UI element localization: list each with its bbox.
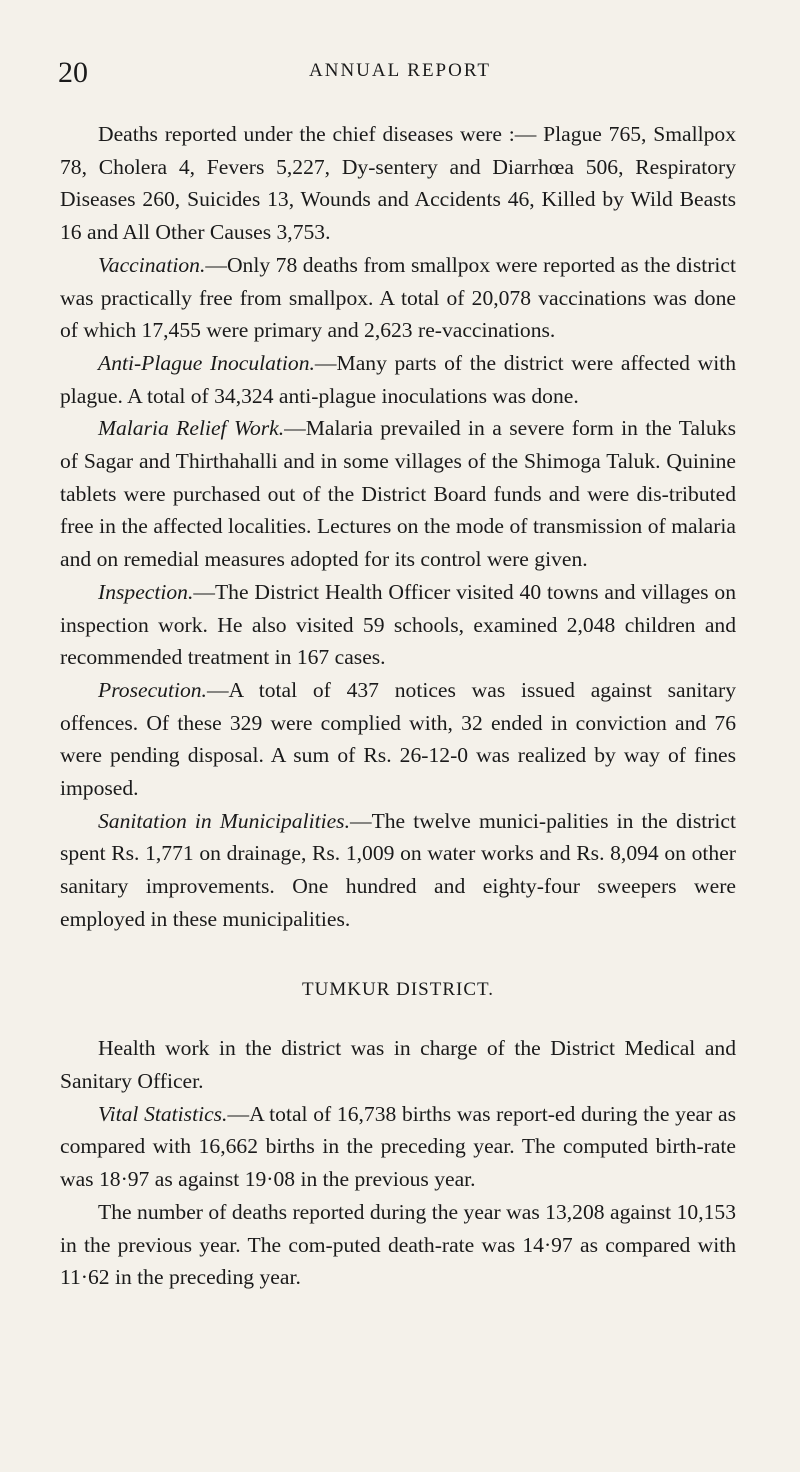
paragraph-text: The number of deaths reported during the year was 13,208 against 10,153 in the previous year. The com-puted death-rate was 14·97 as compared with 11·62 in the preceding year. bbox=[60, 1199, 736, 1290]
paragraph-heading: Vaccination. bbox=[98, 252, 206, 277]
paragraph-heading: Sanitation in Municipalities. bbox=[98, 808, 350, 833]
paragraph-vaccination bbox=[60, 249, 736, 347]
paragraph-heading: Vital Statistics. bbox=[98, 1101, 228, 1126]
paragraph-text: —The twelve munici-palities in the district spent Rs. 1,771 on drainage, Rs. 1,009 on water works and Rs. 8,094 on other sanitary improvements. One hundred and eighty-four sweepers were employed in these municipalities. bbox=[60, 808, 736, 931]
paragraph-sanitation bbox=[60, 805, 736, 936]
page-number: 20 bbox=[58, 56, 88, 89]
paragraph-text: —Many parts of the district were affected with plague. A total of 34,324 anti-plague inoculations was done. bbox=[60, 350, 736, 408]
paragraph-heading: Inspection. bbox=[98, 579, 194, 604]
paragraph-heading: Prosecution. bbox=[98, 677, 207, 702]
paragraph-text: —A total of 437 notices was issued against sanitary offences. Of these 329 were complied with, 32 ended in conviction and 76 were pending disposal. A sum of Rs. 26-12-0 was realized by way of fines imposed. bbox=[60, 677, 736, 801]
paragraph-deaths-tumkur bbox=[60, 1196, 736, 1294]
paragraph-heading: Anti-Plague Inoculation. bbox=[98, 350, 315, 375]
paragraph-prosecution bbox=[60, 674, 736, 805]
paragraph-deaths bbox=[60, 118, 736, 249]
paragraph-inspection bbox=[60, 576, 736, 674]
paragraph-anti-plague bbox=[60, 347, 736, 412]
section-heading: TUMKUR DISTRICT. bbox=[302, 978, 494, 1000]
paragraph-text: Deaths reported under the chief diseases were :— Plague 765, Smallpox 78, Cholera 4, Fevers 5,227, Dy-sentery and Diarrhœa 506, Respiratory Diseases 260, Suicides 13, Wounds and Accidents 46, Killed by Wild Beasts 16 and All Other Causes 3,753. bbox=[60, 122, 736, 245]
paragraph-text: —A total of 16,738 births was report-ed during the year as compared with 16,662 births in the preceding year. The computed birth-rate was 18·97 as against 19·08 in the previous year. bbox=[60, 1101, 736, 1192]
paragraph-health-work bbox=[60, 1032, 736, 1097]
paragraph-text: —The District Health Officer visited 40 towns and villages on inspection work. He also visited 59 schools, examined 2,048 children and recommended treatment in 167 cases. bbox=[60, 579, 736, 670]
body-text bbox=[60, 118, 736, 1294]
running-head: ANNUAL REPORT bbox=[309, 60, 491, 81]
paragraph-heading: Malaria Relief Work. bbox=[98, 416, 285, 441]
paragraph-text: —Malaria prevailed in a severe form in the Taluks of Sagar and Thirthahalli and in some villages of the Shimoga Taluk. Quinine tablets were purchased out of the District Board funds and were dis-tributed free in the affected localities. Lectures on the mode of transmission of malaria and on remedial measures adopted for its control were given. bbox=[60, 416, 736, 572]
paragraph-malaria bbox=[60, 412, 736, 576]
paragraph-vital-statistics bbox=[60, 1098, 736, 1196]
paragraph-text: —Only 78 deaths from smallpox were reported as the district was practically free from smallpox. A total of 20,078 vaccinations was done of which 17,455 were primary and 2,623 re-vaccinations. bbox=[60, 252, 736, 343]
paragraph-text: Health work in the district was in charge of the District Medical and Sanitary Officer. bbox=[60, 1036, 736, 1093]
